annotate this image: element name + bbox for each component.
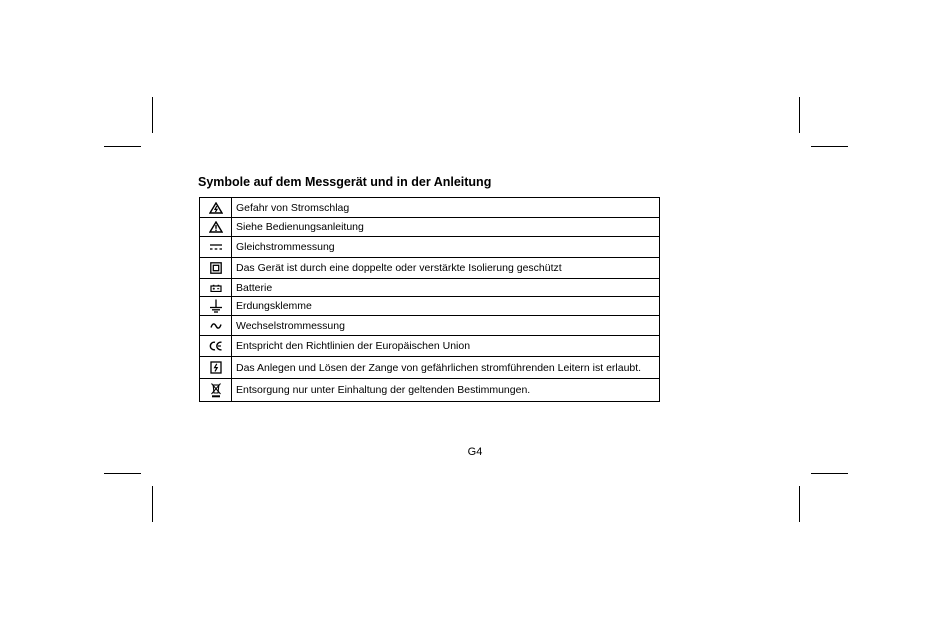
symbol-description: Das Gerät ist durch eine doppelte oder verstärkte Isolierung geschützt [232, 258, 660, 279]
table-row [200, 357, 660, 379]
battery-icon [210, 284, 222, 292]
dc-symbol-icon [209, 243, 223, 251]
symbol-cell [200, 258, 232, 279]
table-row [200, 218, 660, 237]
symbol-cell [200, 316, 232, 336]
crop-mark [811, 473, 848, 474]
ac-symbol-icon [210, 322, 222, 330]
page-number: G4 [467, 446, 483, 458]
warning-exclamation-icon [209, 221, 223, 233]
symbol-description: Wechselstrommessung [232, 316, 660, 336]
crop-mark [152, 97, 153, 133]
ce-mark-icon [209, 341, 223, 351]
symbol-cell [200, 279, 232, 297]
table-row [200, 198, 660, 218]
table-row [200, 379, 660, 402]
table-row [200, 237, 660, 258]
symbol-cell [200, 379, 232, 402]
symbols-table [199, 197, 660, 402]
symbol-description: Entspricht den Richtlinien der Europäischen Union [232, 336, 660, 357]
symbol-cell [200, 297, 232, 316]
symbol-cell [200, 198, 232, 218]
section-heading: Symbole auf dem Messgerät und in der Anleitung [198, 175, 492, 189]
symbol-description: Batterie [232, 279, 660, 297]
table-row [200, 279, 660, 297]
crop-mark [799, 486, 800, 522]
ground-icon [209, 299, 223, 313]
symbol-description: Gleichstrommessung [232, 237, 660, 258]
weee-bin-icon [210, 382, 222, 398]
symbol-cell [200, 336, 232, 357]
table-row [200, 336, 660, 357]
warning-lightning-icon [209, 202, 223, 214]
table-row [200, 258, 660, 279]
crop-mark [104, 473, 141, 474]
symbol-description: Siehe Bedienungsanleitung [232, 218, 660, 237]
symbol-description: Erdungsklemme [232, 297, 660, 316]
symbol-cell [200, 218, 232, 237]
symbol-cell [200, 357, 232, 379]
symbol-cell [200, 237, 232, 258]
crop-mark [104, 146, 141, 147]
crop-mark [811, 146, 848, 147]
symbol-description: Gefahr von Stromschlag [232, 198, 660, 218]
symbol-description: Entsorgung nur unter Einhaltung der geltenden Bestimmungen. [232, 379, 660, 402]
crop-mark [152, 486, 153, 522]
clamp-live-conductor-icon [210, 361, 222, 374]
double-insulation-icon [210, 262, 222, 274]
table-row [200, 297, 660, 316]
table-row [200, 316, 660, 336]
symbol-description: Das Anlegen und Lösen der Zange von gefährlichen stromführenden Leitern ist erlaubt. [232, 357, 660, 379]
crop-mark [799, 97, 800, 133]
